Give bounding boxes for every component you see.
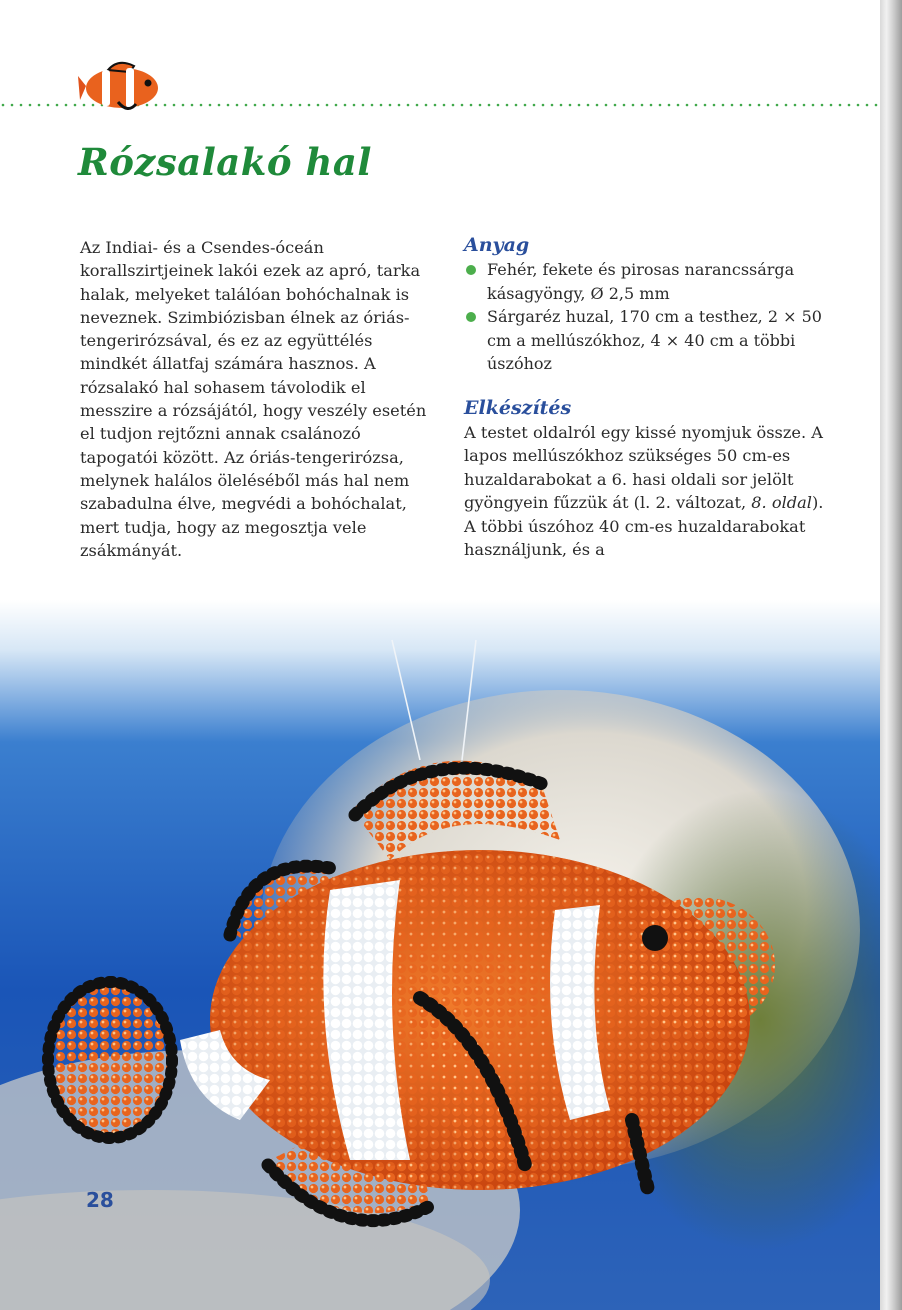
book-spine-edge [880,0,902,1310]
bullet-dot-icon [466,265,476,275]
page-number: 28 [86,1188,114,1212]
method-text-end: ). A többi úszóhoz 40 cm-es huzaldarabokat használjunk, és a [464,493,824,559]
clownfish-bead-photo [0,600,880,1310]
bullet-dot-icon [466,312,476,322]
materials-item-text: Sárgaréz huzal, 170 cm a testhez, 2 × 50 cm a mellúszókhoz, 4 × 40 cm a többi úszóhoz [487,307,822,373]
materials-item [464,258,824,305]
intro-paragraph: Az Indiai- és a Csendes-óceán korallszirtjeinek lakói ezek az apró, tarka halak, melyeket találóan bohóchalnak is neveznek. Szimbiózisban élnek az óriás-tengerirózsával, és ez az együttélés mindkét állatfaj számára hasznos. A rózsalakó hal sohasem távolodik el messzire a rózsájától, hogy veszély esetén el tudjon rejtőzni annak csalánozó tapogatói között. Az óriás-tengerirózsa, melynek halálos öleléséből más hal nem szabadulna élve, megvédi a bohóchalat, mert tudja, hogy az megosztja vele zsákmányát. [80,238,427,560]
page-title: Rózsalakó hal [78,140,372,184]
method-page-reference: 8. oldal [751,493,812,512]
clownfish-icon [78,56,164,114]
materials-item-text: Fehér, fekete és pirosas narancssárga kásagyöngy, Ø 2,5 mm [487,260,795,303]
materials-heading: Anyag [464,234,530,256]
materials-item [464,305,824,376]
method-text-start: A testet oldalról egy kissé nyomjuk össze. A lapos mellúszókhoz szükséges 50 cm-es huzaldarabokat a 6. hasi oldali sor jelölt gyöngyein fűzzük át (l. 2. változat, [464,422,823,512]
materials-list [464,258,824,376]
instructions-column [464,232,824,562]
method-heading: Elkészítés [464,396,572,419]
method-paragraph [464,421,824,562]
